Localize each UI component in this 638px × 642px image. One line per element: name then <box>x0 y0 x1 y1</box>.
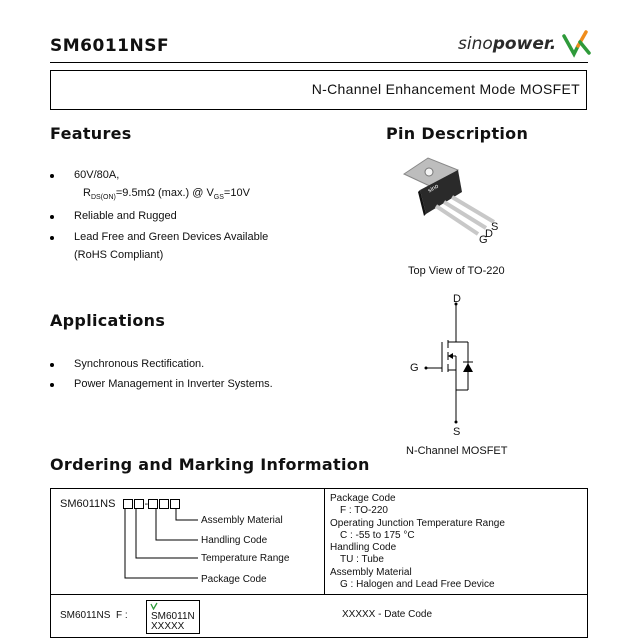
application-line: Power Management in Inverter Systems. <box>74 378 273 390</box>
ordering-legend <box>330 493 505 591</box>
code-prefix: SM6011NS <box>60 498 116 510</box>
legend-line: G : Halogen and Lead Free Device <box>340 579 495 591</box>
application-item-1 <box>50 358 204 370</box>
symbol-label-s: S <box>453 426 461 438</box>
marking-label: SM6011NS F : <box>60 610 128 621</box>
legend-line: Operating Junction Temperature Range <box>330 517 505 529</box>
bullet-dot <box>50 174 54 178</box>
sinopower-logo <box>458 34 590 58</box>
callout-handling-code: Handling Code <box>201 535 268 546</box>
marking-logo-icon <box>150 602 158 610</box>
feature-line: (RoHS Compliant) <box>74 249 164 261</box>
callout-temperature-range: Temperature Range <box>201 553 290 564</box>
ordering-divider <box>324 488 325 594</box>
mark-line-1: SM6011N <box>151 611 195 622</box>
feature-line: Reliable and Rugged <box>74 210 177 222</box>
callout-assembly-material: Assembly Material <box>201 515 283 526</box>
legend-line: Handling Code <box>330 542 397 554</box>
subtitle-box <box>50 70 587 110</box>
feature-rds-line: $R_{DS(ON)}=9.5m\Omega$ (max.) @ $V_{GS}=10V$ <box>83 187 250 202</box>
header-rule <box>50 62 588 63</box>
code-dash: - <box>144 498 149 510</box>
feature-line: Lead Free and Green Devices Available <box>74 231 269 243</box>
legend-line: Package Code <box>330 493 396 504</box>
package-caption: Top View of TO-220 <box>408 265 505 277</box>
ordering-row-divider <box>50 594 587 595</box>
feature-line: 60V/80A, <box>74 169 120 181</box>
ordering-title: Ordering and Marking Information <box>50 455 370 474</box>
bullet-dot <box>50 236 54 240</box>
logo-text-light: sino <box>458 34 493 54</box>
applications-title: Applications <box>50 311 166 330</box>
mark-line-2: XXXXX <box>151 621 185 632</box>
legend-line: C : -55 to 175 °C <box>340 529 415 541</box>
marking-box <box>146 600 200 634</box>
date-code: XXXXX - Date Code <box>342 609 433 620</box>
symbol-label-d: D <box>453 293 461 305</box>
bullet-dot <box>50 363 54 367</box>
subtitle: N-Channel Enhancement Mode MOSFET <box>311 81 580 97</box>
legend-line: TU : Tube <box>340 554 384 566</box>
pin-label-s: S <box>491 221 499 233</box>
callout-package-code: Package Code <box>201 574 267 585</box>
pin-label-g: G <box>479 234 488 246</box>
application-line: Synchronous Rectification. <box>74 358 205 370</box>
legend-line: F : TO-220 <box>340 505 388 517</box>
callout-lines <box>120 506 200 586</box>
application-item-2 <box>50 378 273 390</box>
feature-item-3 <box>50 231 268 261</box>
feature-item-1 <box>50 169 310 201</box>
logo-text-bold: power. <box>492 34 557 54</box>
bullet-dot <box>50 215 54 219</box>
feature-item-2 <box>50 210 177 222</box>
symbol-label-g: G <box>410 362 419 374</box>
logo-mark-icon <box>562 28 592 58</box>
device-logo-text: sino <box>427 183 440 195</box>
bullet-dot <box>50 383 54 387</box>
pin-label-d: D <box>485 228 493 240</box>
pin-description-title: Pin Description <box>386 124 529 143</box>
part-number: SM6011NSF <box>50 36 170 56</box>
legend-line: Assembly Material <box>330 566 412 578</box>
features-title: Features <box>50 124 132 143</box>
symbol-caption: N-Channel MOSFET <box>406 445 508 457</box>
